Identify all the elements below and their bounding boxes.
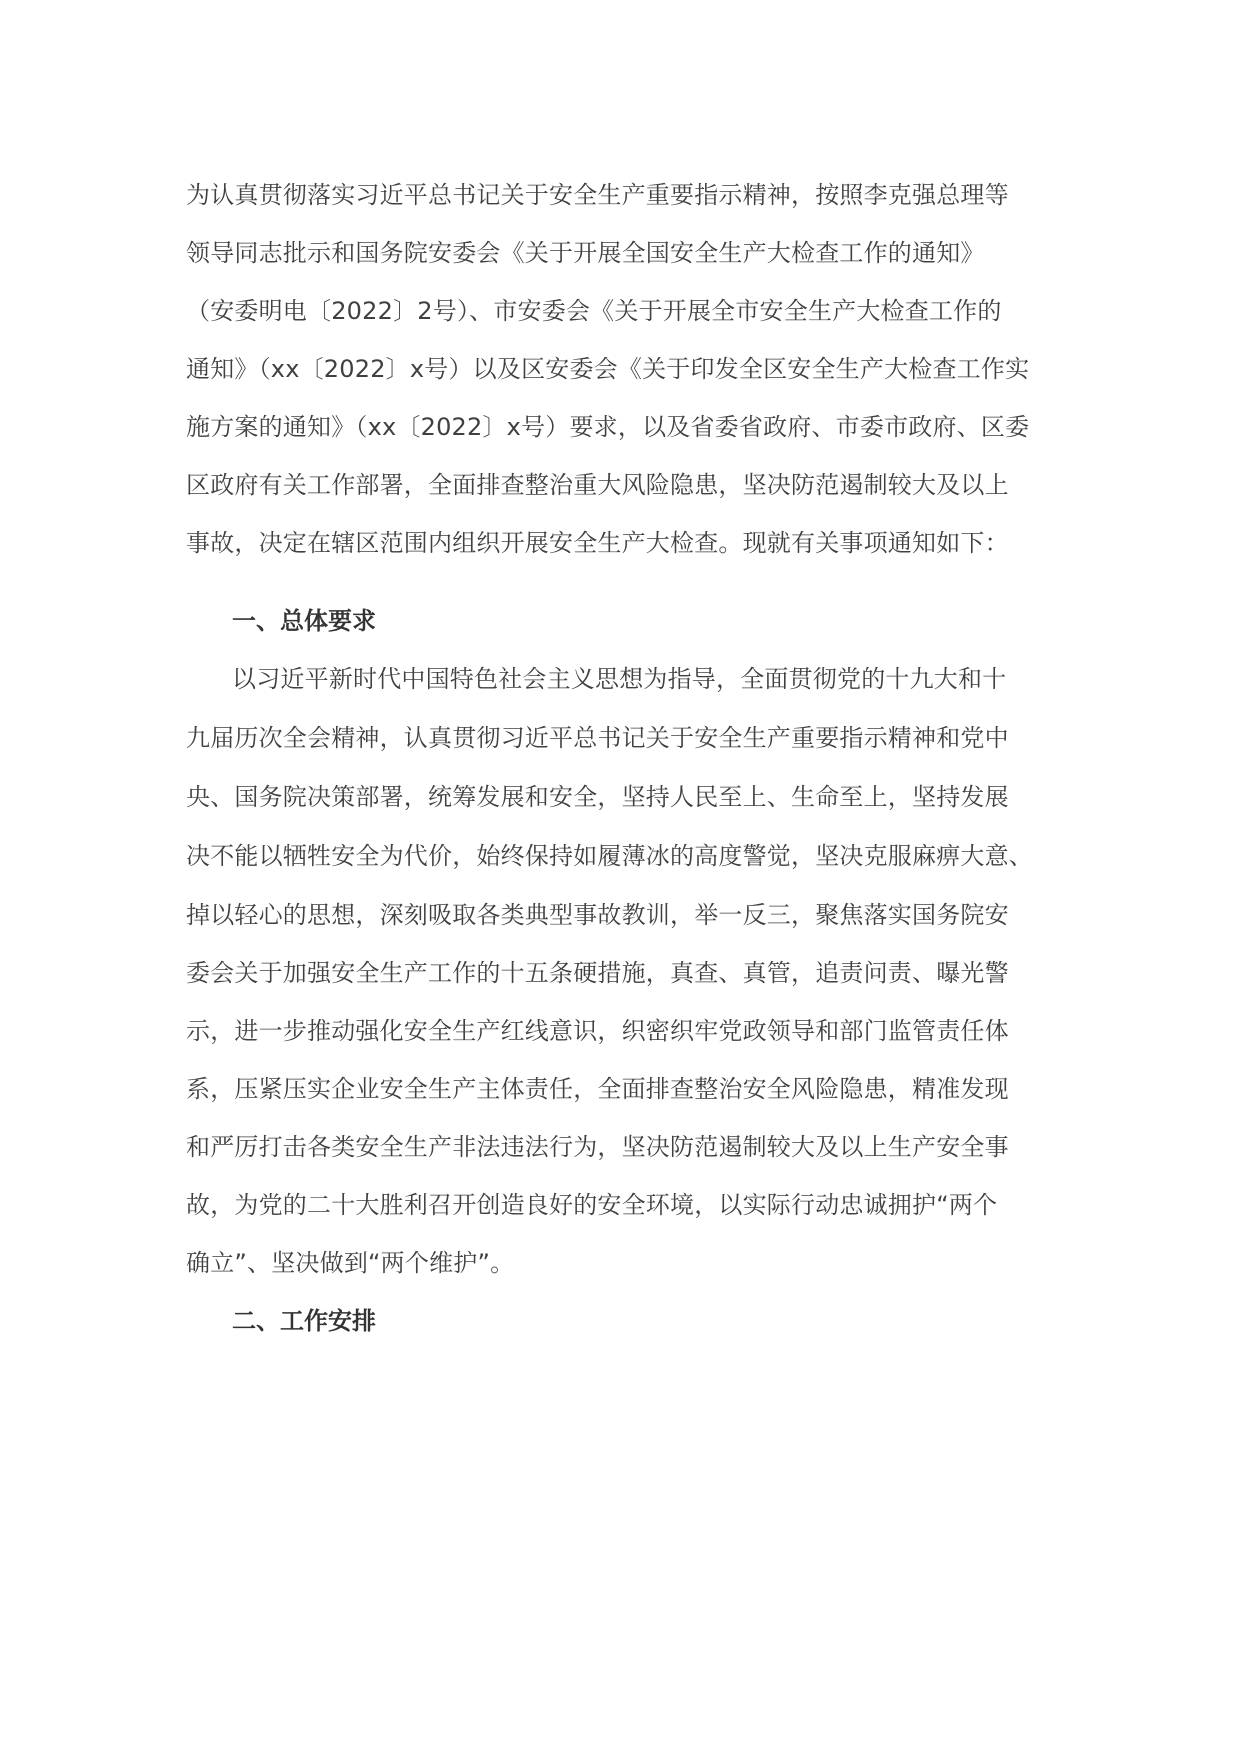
section-1-line-5: 掉以轻心的思想，深刻吸取各类典型事故教训，举一反三，聚焦落实国务院安 [186, 901, 1009, 929]
intro-line-2: 领导同志批示和国务院安委会《关于开展全国安全生产大检查工作的通知》 [186, 239, 985, 267]
section-1-line-6: 委会关于加强安全生产工作的十五条硬措施，真查、真管，追责问责、曝光警 [186, 959, 1009, 987]
section-1-line-9: 和严厉打击各类安全生产非法违法行为，坚决防范遏制较大及以上生产安全事 [186, 1133, 1009, 1161]
intro-line-6: 区政府有关工作部署，全面排查整治重大风险隐患，坚决防范遏制较大及以上 [186, 471, 1009, 499]
intro-line-7: 事故，决定在辖区范围内组织开展安全生产大检查。现就有关事项通知如下： [186, 529, 1009, 557]
section-1-line-4: 决不能以牺牲安全为代价，始终保持如履薄冰的高度警觉，坚决克服麻痹大意、 [186, 842, 1033, 870]
section-2-heading: 二、工作安排 [232, 1307, 376, 1335]
section-1-line-2: 九届历次全会精神，认真贯彻习近平总书记关于安全生产重要指示精神和党中 [186, 724, 1009, 752]
section-1-line-3: 央、国务院决策部署，统筹发展和安全，坚持人民至上、生命至上，坚持发展 [186, 783, 1009, 811]
intro-line-4: 通知》（xx〔2022〕x号）以及区安委会《关于印发全区安全生产大检查工作实 [186, 355, 1030, 383]
intro-line-5: 施方案的通知》（xx〔2022〕x号）要求，以及省委省政府、市委市政府、区委 [186, 413, 1030, 441]
intro-line-1: 为认真贯彻落实习近平总书记关于安全生产重要指示精神，按照李克强总理等 [186, 181, 1009, 209]
section-1-line-7: 示，进一步推动强化安全生产红线意识，织密织牢党政领导和部门监管责任体 [186, 1017, 1009, 1045]
intro-line-3: （安委明电〔2022〕2号）、市安委会《关于开展全市安全生产大检查工作的 [186, 297, 1002, 325]
section-1-line-8: 系，压紧压实企业安全生产主体责任，全面排查整治安全风险隐患，精准发现 [186, 1075, 1009, 1103]
section-1-line-1: 以习近平新时代中国特色社会主义思想为指导，全面贯彻党的十九大和十 [232, 665, 1007, 693]
section-1-line-11: 确立”、坚决做到“两个维护”。 [186, 1249, 515, 1277]
section-1-heading: 一、总体要求 [232, 607, 376, 635]
section-1-line-10: 故，为党的二十大胜利召开创造良好的安全环境，以实际行动忠诚拥护“两个 [186, 1191, 998, 1219]
